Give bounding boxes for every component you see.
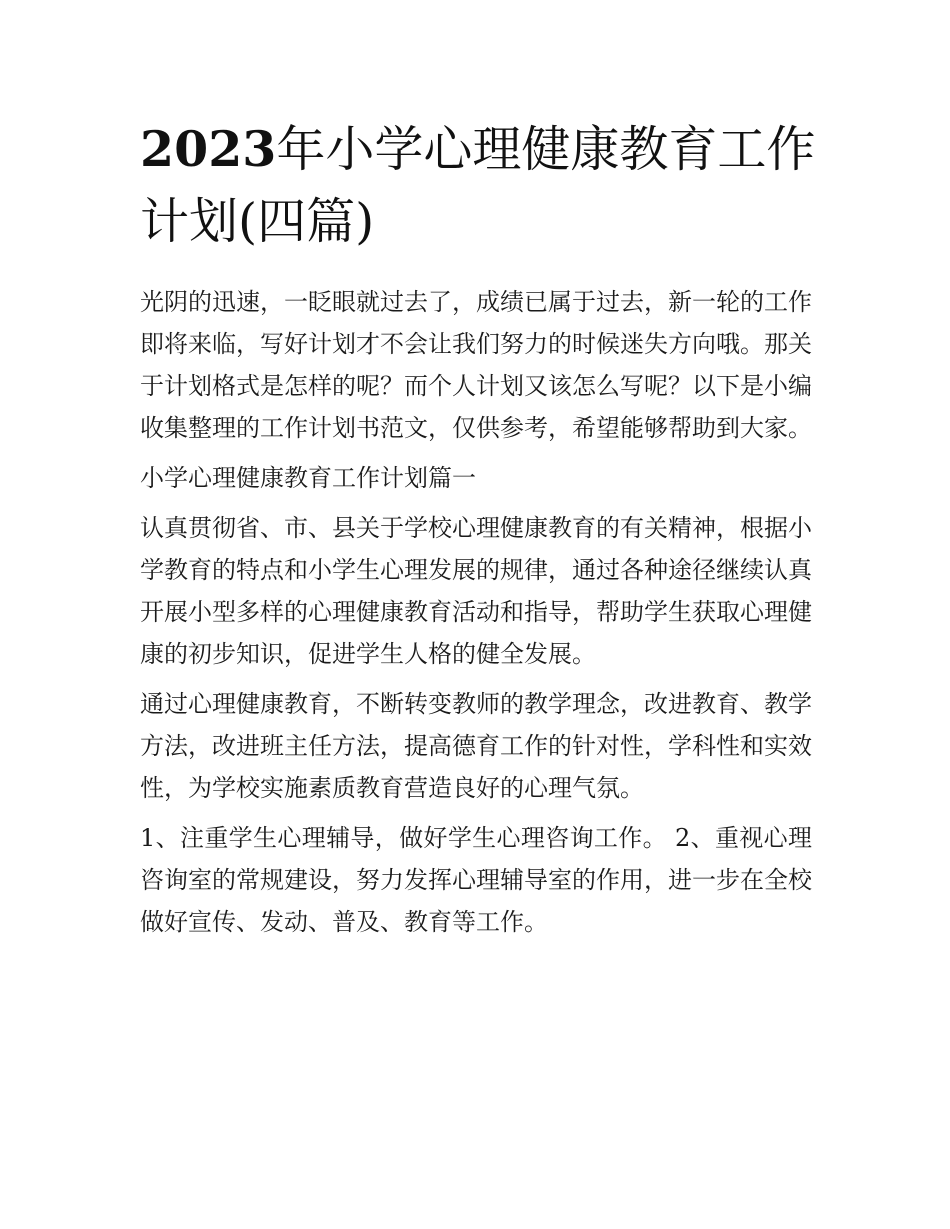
section-heading: 小学心理健康教育工作计划篇一 xyxy=(140,464,476,492)
document-title xyxy=(140,113,820,258)
title-year: 2023 xyxy=(140,120,277,178)
body-paragraph: 认真贯彻省、市、县关于学校心理健康教育的有关精神，根据小学教育的特点和小学生心理发展的规律，通过各种途径继续认真开展小型多样的心理健康教育活动和指导，帮助学生获取心理健康的初步知识，促进学生人格的健全发展。 xyxy=(140,514,812,668)
intro-paragraph: 光阴的迅速，一眨眼就过去了，成绩已属于过去，新一轮的工作即将来临，写好计划才不会让我们努力的时候迷失方向哦。那关于计划格式是怎样的呢？而个人计划又该怎么写呢？以下是小编收集整理的工作计划书范文，仅供参考，希望能够帮助到大家。 xyxy=(140,288,812,442)
body-paragraph: 1、注重学生心理辅导，做好学生心理咨询工作。 2、重视心理咨询室的常规建设，努力发挥心理辅导室的作用，进一步在全校做好宣传、发动、普及、教育等工作。 xyxy=(140,824,812,936)
body-paragraph: 通过心理健康教育，不断转变教师的教学理念，改进教育、教学方法，改进班主任方法，提高德育工作的针对性，学科性和实效性，为学校实施素质教育营造良好的心理气氛。 xyxy=(140,690,812,802)
document-body xyxy=(140,281,812,951)
title-text: 年小学心理健康教育工作计划(四篇) xyxy=(140,121,816,250)
